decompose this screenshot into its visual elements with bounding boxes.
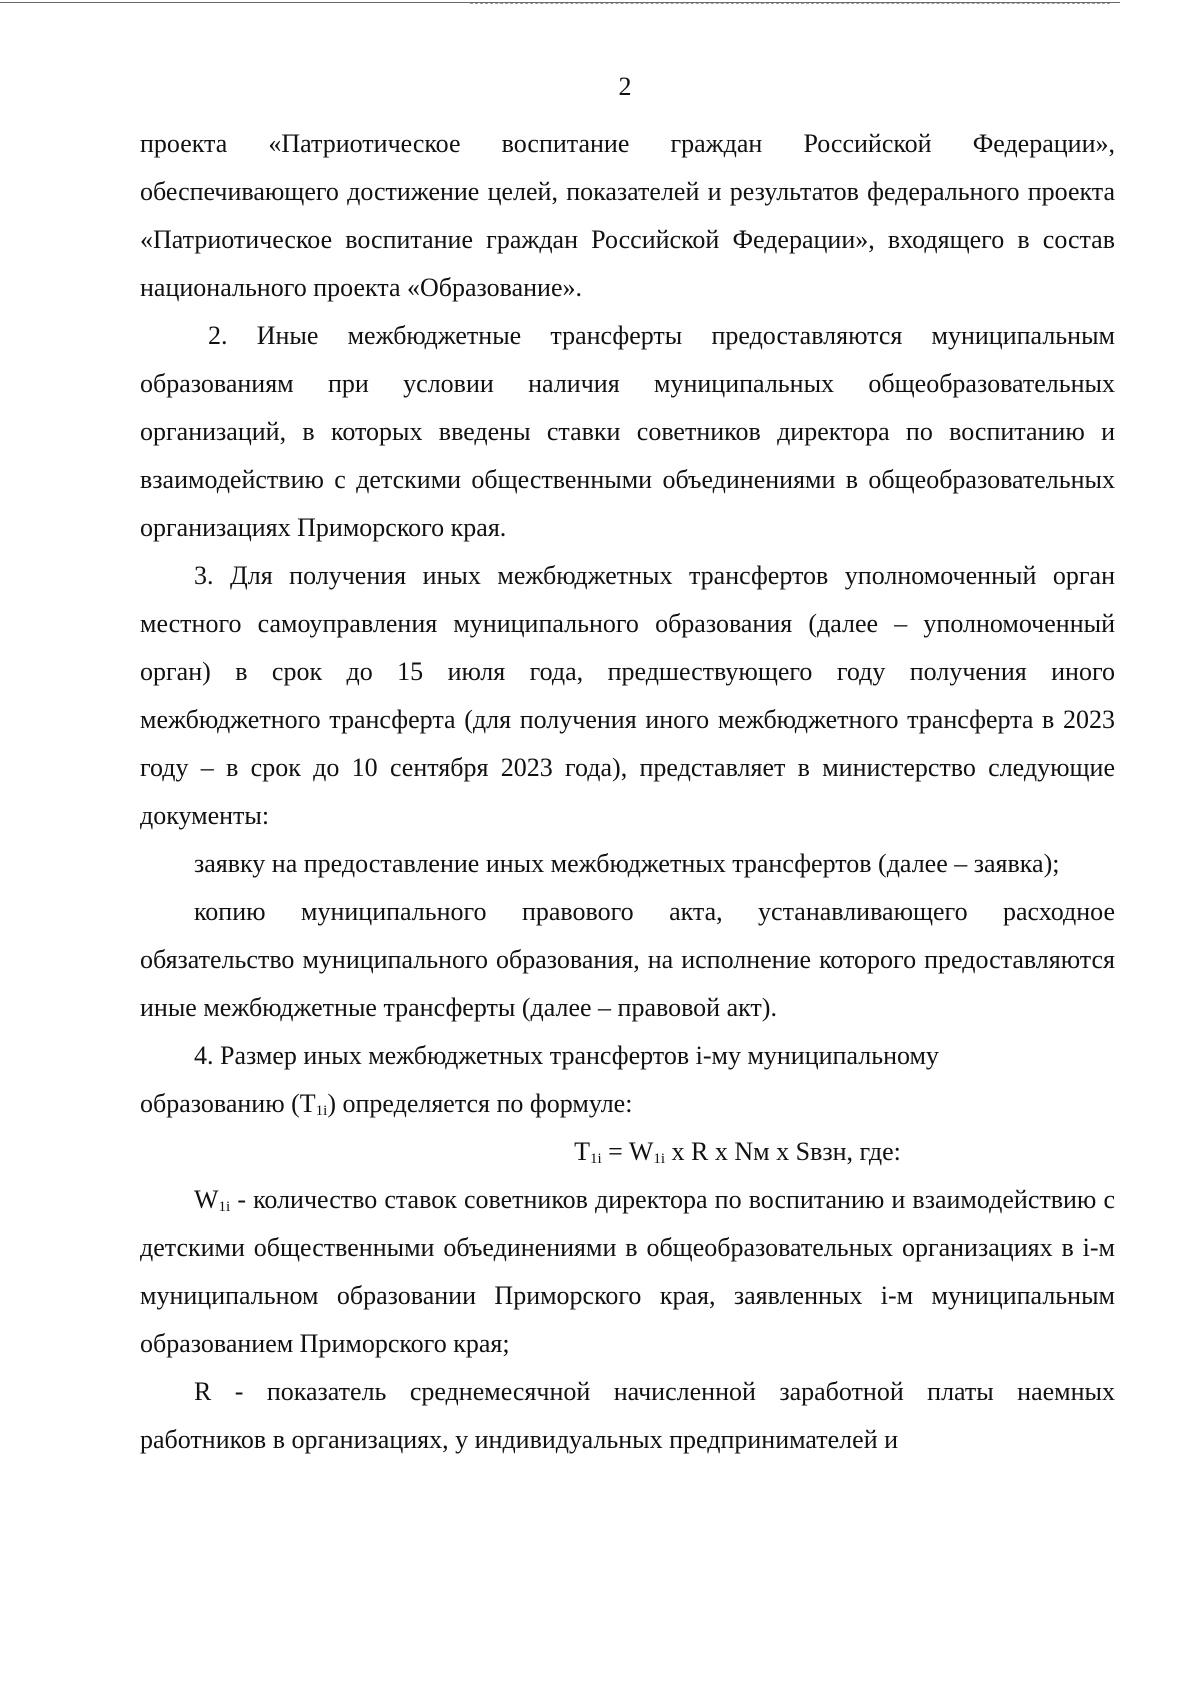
t1-intro-before: образованию (Т (140, 1089, 316, 1118)
definition-w-text: - количество ставок советников директора по воспитанию и взаимодействию с детскими общественными объединениями в общеобразовательных организациях в i-м муниципальном образовании Приморского края, заявленных i-м муниципальным образованием Приморского края; (140, 1185, 1115, 1358)
definition-w-sub: 1i (218, 1199, 231, 1215)
t1-intro-after: ) определяется по формуле: (327, 1089, 633, 1118)
definition-r: R - показатель среднемесячной начисленной заработной платы наемных работников в организациях, у индивидуальных предпринимателей и (140, 1377, 1115, 1454)
paragraph-project-continuation: проекта «Патриотическое воспитание граждан Российской Федерации», обеспечивающего достижение целей, показателей и результатов федерального проекта «Патриотическое воспитание граждан Российской Федерации», входящего в состав национального проекта «Образование». (140, 129, 1115, 302)
paragraph-item-3: 3. Для получения иных межбюджетных трансфертов уполномоченный орган местного самоуправления муниципального образования (далее – уполномоченный орган) в срок до 15 июля года, предшествующего году получения иного межбюджетного трансферта (для получения иного межбюджетного трансферта в 2023 году – в срок до 10 сентября 2023 года), представляет в министерство следующие документы: (140, 561, 1115, 830)
formula-t-sub: 1i (589, 1151, 602, 1167)
formula-rest: x R x Nм x Sвзн, где: (665, 1137, 901, 1166)
paragraph-item-2: 2. Иные межбюджетные трансферты предоставляются муниципальным образованиям при условии наличия муниципальных общеобразовательных организаций, в которых введены ставки советников директора по воспитанию и взаимодействию с детскими общественными объединениями в общеобразовательных организациях Приморского края. (140, 321, 1115, 542)
formula-w-sub: 1i (653, 1151, 666, 1167)
paragraph-application: заявку на предоставление иных межбюджетных трансфертов (далее – заявка); (194, 849, 1060, 878)
definition-w (140, 1176, 1115, 1368)
paragraph-item-4: 4. Размер иных межбюджетных трансфертов i-му муниципальному (194, 1041, 939, 1070)
formula-eq: = W (601, 1137, 654, 1166)
page-number: 2 (618, 72, 632, 101)
scan-edge-dash (470, 3, 1110, 4)
document-body (140, 120, 1115, 1464)
formula-t: Т (574, 1137, 590, 1166)
paragraph-legal-act-copy: копию муниципального правового акта, устанавливающего расходное обязательство муниципального образования, на исполнение которого предоставляются иные межбюджетные трансферты (далее – правовой акт). (140, 897, 1115, 1022)
t1-intro-sub: 1i (315, 1103, 328, 1119)
definition-w-symbol: W (194, 1185, 219, 1214)
paragraph-item-4-formula-intro (140, 1080, 1115, 1128)
formula (140, 1128, 1115, 1176)
